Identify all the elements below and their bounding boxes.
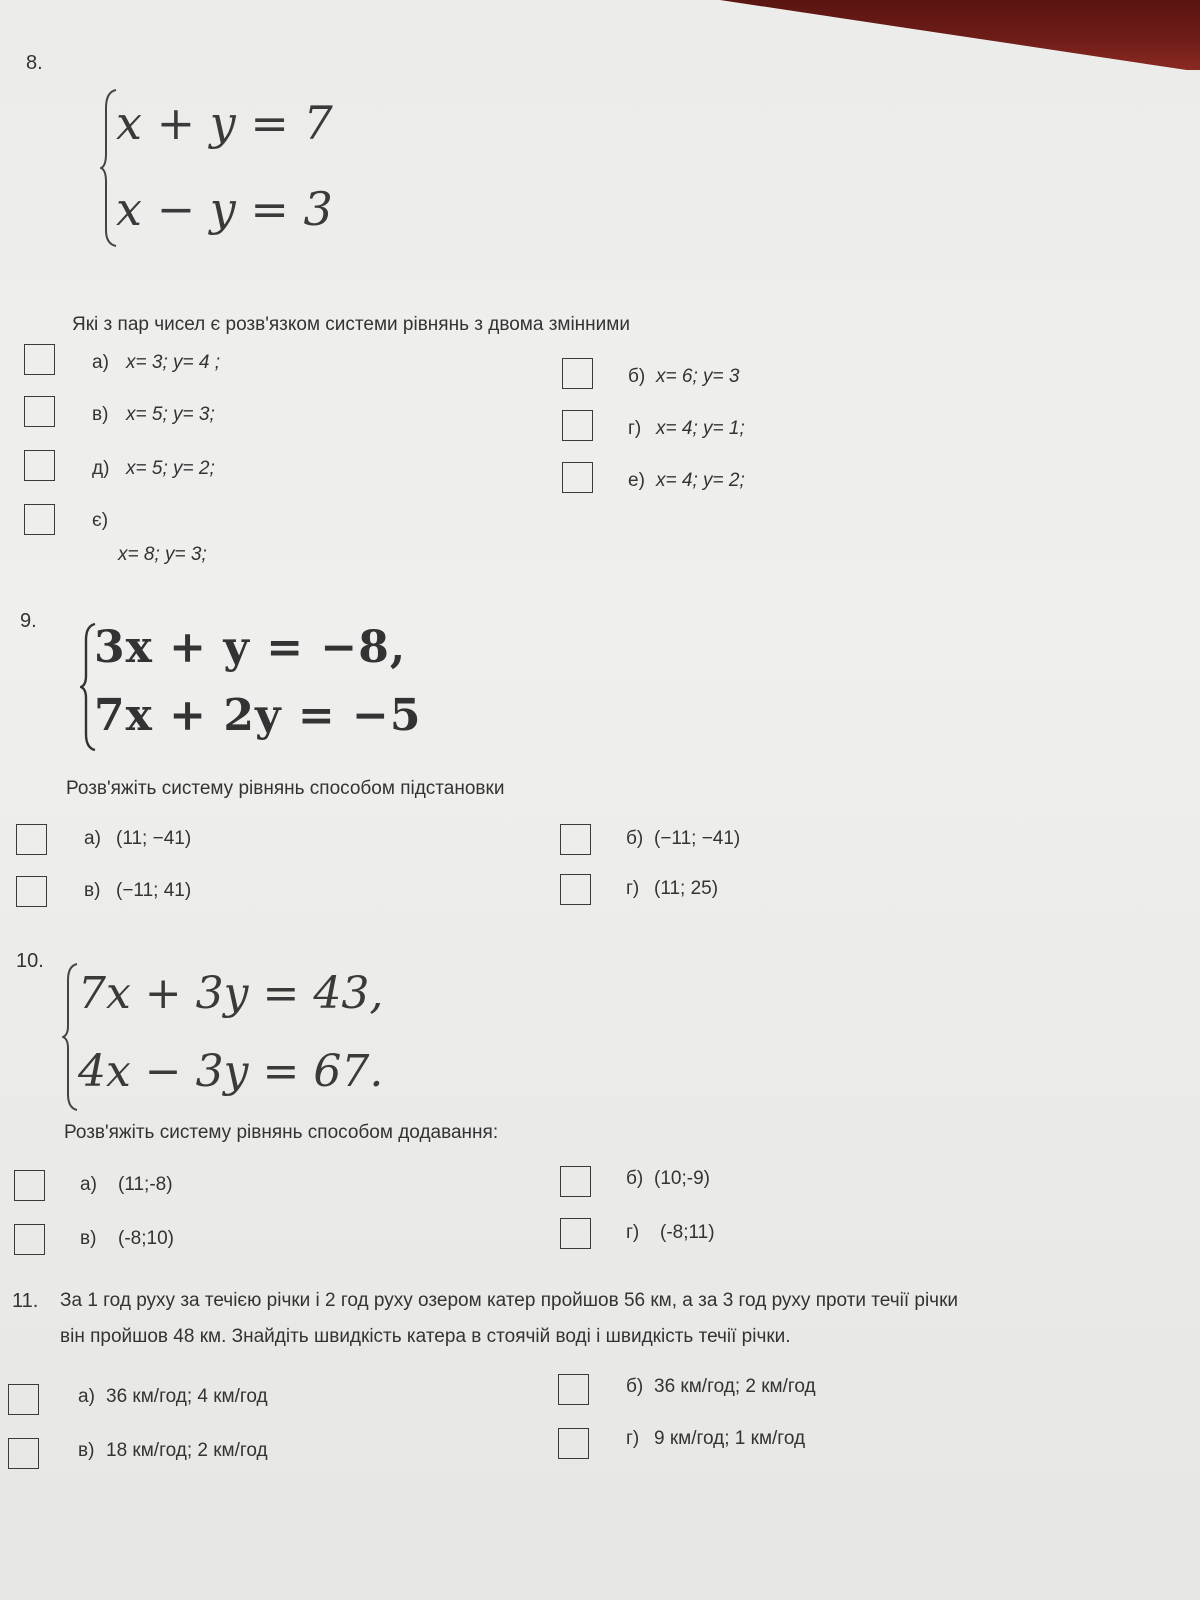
option-label: в) [78,1440,95,1461]
answer-checkbox-g[interactable] [562,410,593,441]
answer-checkbox-ye[interactable] [24,504,55,535]
equation-2: 7x + 2y = −5 [94,690,422,741]
answer-checkbox-b[interactable] [560,824,591,855]
answer-checkbox-a[interactable] [14,1170,45,1201]
option-label: є) [92,510,109,531]
option-label: б) [626,828,644,849]
option-value: (-8;10) [118,1228,174,1249]
answer-checkbox-e[interactable] [562,462,593,493]
answer-checkbox-v[interactable] [14,1224,45,1255]
option-value: x= 8; y= 3; [118,544,207,565]
answer-checkbox-a[interactable] [16,824,47,855]
option-label: б) [626,1376,644,1397]
option-value: x= 6; y= 3 [656,366,740,387]
question-prompt-line-1: За 1 год руху за течією річки і 2 год руху озером катер пройшов 56 км, а за 3 год руху проти течії річки [60,1290,959,1311]
option-value: x= 5; y= 2; [126,458,215,479]
option-label: в) [84,880,101,901]
option-label: г) [628,418,642,439]
option-label: в) [92,404,109,425]
answer-checkbox-g[interactable] [560,1218,591,1249]
answer-checkbox-v[interactable] [8,1438,39,1469]
equation-1: 3x + y = −8, [94,622,407,673]
answer-checkbox-g[interactable] [558,1428,589,1459]
option-value: 18 км/год; 2 км/год [106,1440,268,1461]
option-value: (11; 25) [654,878,719,899]
option-label: б) [628,366,646,387]
question-prompt: Розв'яжіть систему рівнянь способом додавання: [64,1122,499,1143]
answer-checkbox-b[interactable] [558,1374,589,1405]
equation-1: x + y = 7 [116,96,333,150]
option-value: (−11; −41) [654,828,741,849]
question-number: 11. [12,1290,39,1312]
equation-2: 4x − 3y = 67. [78,1046,384,1097]
option-label: а) [92,352,109,373]
answer-checkbox-a[interactable] [24,344,55,375]
equation-1: 7x + 3y = 43, [78,968,384,1019]
question-number: 8. [26,52,43,74]
option-label: г) [626,878,640,899]
option-value: (11; −41) [116,828,192,849]
option-value: 36 км/год; 4 км/год [106,1386,268,1407]
option-label: б) [626,1168,644,1189]
question-prompt: Які з пар чисел є розв'язком системи рівнянь з двома змінними [72,314,630,335]
option-value: 36 км/год; 2 км/год [654,1376,816,1397]
answer-checkbox-a[interactable] [8,1384,39,1415]
option-label: г) [626,1222,640,1243]
option-value: x= 3; y= 4 ; [126,352,220,373]
option-value: (-8;11) [660,1222,715,1243]
answer-checkbox-b[interactable] [560,1166,591,1197]
option-value: (10;-9) [654,1168,710,1189]
option-label: г) [626,1428,640,1449]
answer-checkbox-v[interactable] [24,396,55,427]
option-label: а) [84,828,101,849]
option-value: x= 4; y= 1; [656,418,745,439]
answer-checkbox-d[interactable] [24,450,55,481]
option-value: x= 5; y= 3; [126,404,215,425]
answer-checkbox-g[interactable] [560,874,591,905]
equation-2: x − y = 3 [116,182,333,236]
question-number: 10. [16,950,44,972]
option-value: (11;-8) [118,1174,173,1195]
question-prompt-line-2: він пройшов 48 км. Знайдіть швидкість катера в стоячій воді і швидкість течії річки. [60,1326,791,1347]
question-number: 9. [20,610,37,632]
option-label: а) [80,1174,97,1195]
option-value: (−11; 41) [116,880,192,901]
answer-checkbox-b[interactable] [562,358,593,389]
option-label: а) [78,1386,95,1407]
question-prompt: Розв'яжіть систему рівнянь способом підстановки [66,778,505,799]
option-label: д) [92,458,110,479]
answer-checkbox-v[interactable] [16,876,47,907]
option-value: x= 4; y= 2; [656,470,745,491]
option-label: е) [628,470,645,491]
option-value: 9 км/год; 1 км/год [654,1428,806,1449]
option-label: в) [80,1228,97,1249]
